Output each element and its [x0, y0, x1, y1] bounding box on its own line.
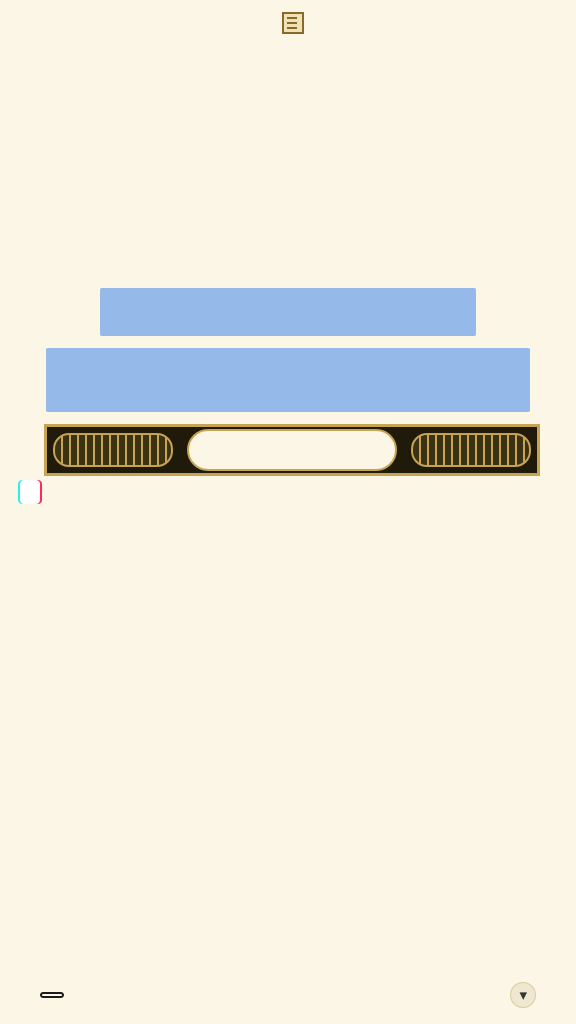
top-bar	[0, 0, 576, 44]
video-caption-line-1	[100, 288, 476, 336]
riwaya-selector[interactable]	[510, 982, 536, 1008]
tiktok-logo-icon	[20, 480, 40, 504]
ornament-left	[53, 433, 173, 467]
bottom-bar	[40, 978, 536, 1012]
surah-title-banner	[44, 424, 540, 476]
book-icon[interactable]	[282, 12, 304, 34]
chevron-down-icon: ▾	[519, 986, 527, 1004]
surah-title	[187, 429, 397, 471]
ornament-right	[411, 433, 531, 467]
page-number[interactable]	[40, 992, 64, 998]
tiktok-watermark	[20, 478, 46, 504]
video-caption-line-2	[46, 348, 530, 412]
